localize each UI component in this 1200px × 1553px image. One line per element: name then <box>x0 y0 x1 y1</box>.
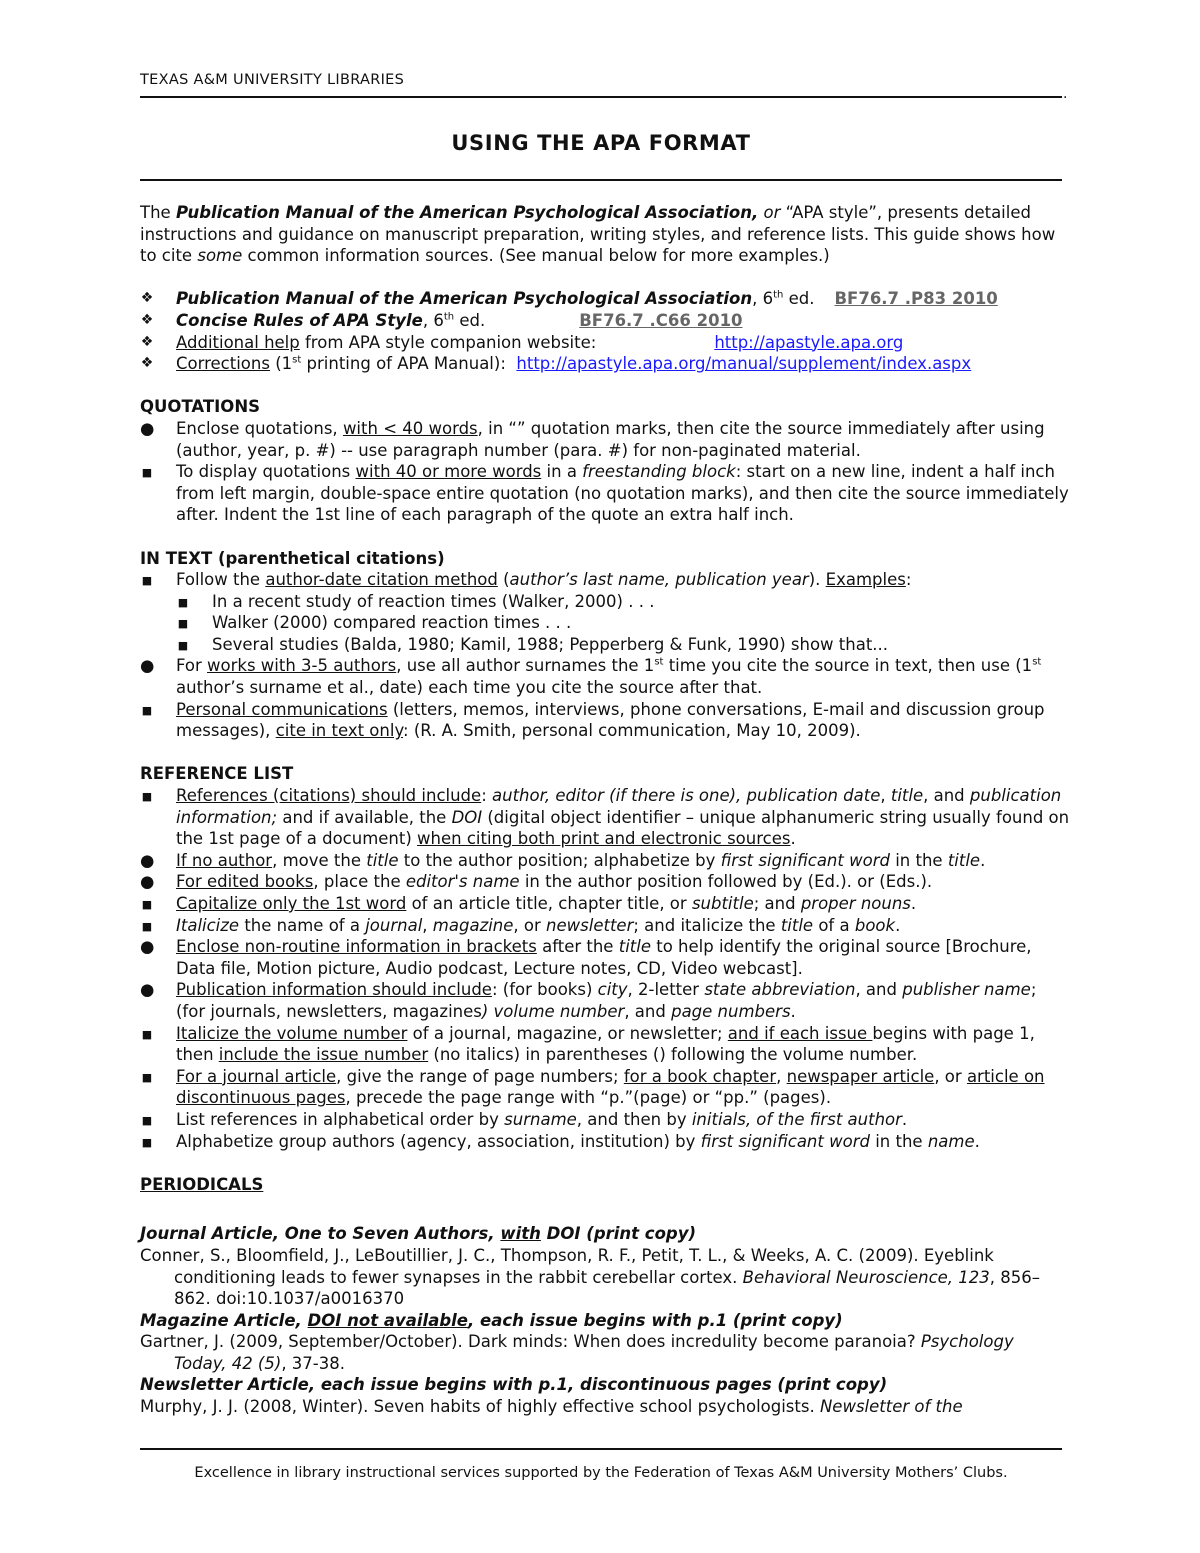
list-item: ● Publication information should include: (for books) city, 2-letter state abbreviation, and publisher name; (for journals, newsletters, magazines) volume number, and page numbers. <box>140 980 1037 1021</box>
list-item: ■ Italicize the volume number of a journal, magazine, or newsletter; and if each issue begins with page 1, then include the issue number (no italics) in parentheses () following the volume number. <box>141 1023 1035 1065</box>
document-body <box>140 202 1070 1418</box>
header-end-mark: . <box>1063 86 1068 102</box>
square-bullet-icon: ■ <box>141 466 153 480</box>
list-item: ■ To display quotations with 40 or more words in a freestanding block: start on a new line, indent a half inch from left margin, double-space entire quotation (no quotation marks), and then cite the source immediately after. Indent the 1st line of each paragraph of the quote an extra half inch. <box>141 462 1069 525</box>
intext-list <box>140 569 1070 742</box>
square-bullet-icon: ■ <box>141 574 153 588</box>
diamond-bullet-icon: ❖ <box>140 333 154 350</box>
list-item: ■ Alphabetize group authors (agency, association, institution) by first significant word in the name. <box>140 1131 1070 1153</box>
list-item: ● If no author, move the title to the author position; alphabetize by first significant word in the title. <box>140 850 986 870</box>
section-heading-intext: IN TEXT (parenthetical citations) <box>140 548 445 568</box>
resource-item-corrections: ❖ Corrections (1st printing of APA Manual): http://apastyle.apa.org/manual/supplement/index.aspx <box>140 354 972 374</box>
resource-list <box>140 288 1070 374</box>
examples-list <box>140 591 1070 656</box>
header-org: TEXAS A&M UNIVERSITY LIBRARIES <box>140 72 405 88</box>
quotations-list <box>140 418 1070 526</box>
example-heading-magazine: Magazine Article, DOI not available, each issue begins with p.1 (print copy) <box>140 1310 843 1330</box>
diamond-bullet-icon: ❖ <box>140 290 154 307</box>
section-heading-periodicals: PERIODICALS <box>140 1174 264 1194</box>
diamond-bullet-icon: ❖ <box>140 311 154 328</box>
resource-item-manual: ❖ Publication Manual of the American Psychological Association, 6th ed. BF76.7 .P83 2010 <box>140 289 998 309</box>
square-bullet-icon: ■ <box>141 898 153 911</box>
square-bullet-icon: ■ <box>141 1113 153 1127</box>
call-number-manual: BF76.7 .P83 2010 <box>834 289 998 309</box>
corrections-link[interactable]: http://apastyle.apa.org/manual/supplement/index.aspx <box>516 354 972 374</box>
page-title: USING THE APA FORMAT <box>451 131 751 155</box>
resource-item-concise: ❖ Concise Rules of APA Style, 6th ed. BF76.7 .C66 2010 <box>140 310 743 330</box>
list-item: ● Enclose non-routine information in brackets after the title to help identify the original source [Brochure, Data file, Motion picture, Audio podcast, Lecture notes, CD, Video webcast]. <box>140 937 1032 978</box>
apastyle-link[interactable]: http://apastyle.apa.org <box>714 332 904 352</box>
reference-entry-journal: Conner, S., Bloomfield, J., LeBoutillier, J. C., Thompson, R. F., Petit, T. L., & Weeks, A. C. (2009). Eyeblink conditioning leads to fewer synapses in the rabbit cerebellar cortex. Behavioral Neuroscience, 123, 856–862. doi:10.1037/a0016370 <box>140 1245 1041 1309</box>
example-heading-journal: Journal Article, One to Seven Authors, with DOI (print copy) <box>140 1224 697 1244</box>
square-bullet-icon: ■ <box>141 919 153 933</box>
square-bullet-icon: ■ <box>141 1070 153 1084</box>
reference-rules-list <box>140 785 1070 1152</box>
footer-text: Excellence in library instructional services supported by the Federation of Texas A&M University Mothers’ Clubs. <box>194 1465 1008 1481</box>
example-item: ■ Several studies (Balda, 1980; Kamil, 1988; Pepperberg & Funk, 1990) show that... <box>140 634 1070 656</box>
list-item: ● For works with 3-5 authors, use all author surnames the 1st time you cite the source in text, then use (1st author’s surname et al., date) each time you cite the source after that. <box>140 656 1042 698</box>
list-item: ■ References (citations) should include: author, editor (if there is one), publication date, title, and publication information; and if available, the DOI (digital object identifier – unique alphanumeric string usually found on the 1st page of a document) when citing both print and electronic sources. <box>141 786 1070 849</box>
bullet-icon: ● <box>140 872 155 892</box>
example-heading-newsletter: Newsletter Article, each issue begins with p.1, discontinuous pages (print copy) <box>140 1375 888 1395</box>
example-item: ■ Walker (2000) compared reaction times . . . <box>140 612 1070 634</box>
title-rule <box>140 179 1062 181</box>
reference-entry-magazine: Gartner, J. (2009, September/October). Dark minds: When does incredulity become paranoia? Psychology Today, 42 (5), 37-38. <box>140 1332 1014 1373</box>
square-bullet-icon: ■ <box>177 595 189 609</box>
square-bullet-icon: ■ <box>177 638 189 652</box>
example-item: ■ In a recent study of reaction times (Walker, 2000) . . . <box>140 591 1070 613</box>
bullet-icon: ● <box>140 656 155 676</box>
list-item: ■ For a journal article, give the range of page numbers; for a book chapter, newspaper article, or article on discontinuous pages, precede the page range with “p.”(page) or “pp.” (pages). <box>141 1066 1045 1108</box>
list-item: ■ Capitalize only the 1st word of an article title, chapter title, or subtitle; and proper nouns. <box>140 893 1070 915</box>
list-item: ● Enclose quotations, with < 40 words, in “” quotation marks, then cite the source immediately after using (author, year, p. #) -- use paragraph number (para. #) for non-paginated material. <box>140 418 1045 460</box>
list-item: ■ Follow the author-date citation method (author’s last name, publication year). Examples: ■ In a recent study of reaction times (Walker, 2000) . . . ■ Walker (2000) compared reaction times . . . ■ Several studies (Balda, 1980; Kamil, 1988; Pepperberg & Funk, 1990) show that... <box>140 569 1070 655</box>
intro-paragraph: The Publication Manual of the American Psychological Association, or “APA style”, presents detailed instructions and guidance on manuscript preparation, writing styles, and reference lists. This guide shows how to cite some common information sources. (See manual below for more examples.) <box>140 203 1056 266</box>
reference-entry-newsletter: Murphy, J. J. (2008, Winter). Seven habits of highly effective school psychologists. Newsletter of the <box>140 1397 963 1417</box>
call-number-concise: BF76.7 .C66 2010 <box>579 310 743 330</box>
square-bullet-icon: ■ <box>177 617 189 631</box>
section-heading-reference-list: REFERENCE LIST <box>140 764 294 784</box>
resource-item-help: ❖ Additional help from APA style companion website: http://apastyle.apa.org <box>140 332 904 352</box>
diamond-bullet-icon: ❖ <box>140 355 154 372</box>
square-bullet-icon: ■ <box>141 790 153 804</box>
header-rule <box>140 96 1062 98</box>
list-item: ● For edited books, place the editor's name in the author position followed by (Ed.). or (Eds.). <box>140 872 933 892</box>
square-bullet-icon: ■ <box>141 1027 153 1041</box>
square-bullet-icon: ■ <box>141 1135 153 1149</box>
list-item: ■ Personal communications (letters, memos, interviews, phone conversations, E-mail and discussion group messages), cite in text only: (R. A. Smith, personal communication, May 10, 2009). <box>141 699 1045 741</box>
list-item: ■ Italicize the name of a journal, magazine, or newsletter; and italicize the title of a book. <box>140 915 1070 937</box>
bullet-icon: ● <box>140 980 155 1000</box>
footer-rule <box>140 1448 1062 1450</box>
list-item: ■ List references in alphabetical order by surname, and then by initials, of the first author. <box>140 1109 1070 1131</box>
square-bullet-icon: ■ <box>141 703 153 717</box>
bullet-icon: ● <box>140 850 155 870</box>
section-heading-quotations: QUOTATIONS <box>140 397 261 417</box>
bullet-icon: ● <box>140 418 155 438</box>
bullet-icon: ● <box>140 937 155 957</box>
